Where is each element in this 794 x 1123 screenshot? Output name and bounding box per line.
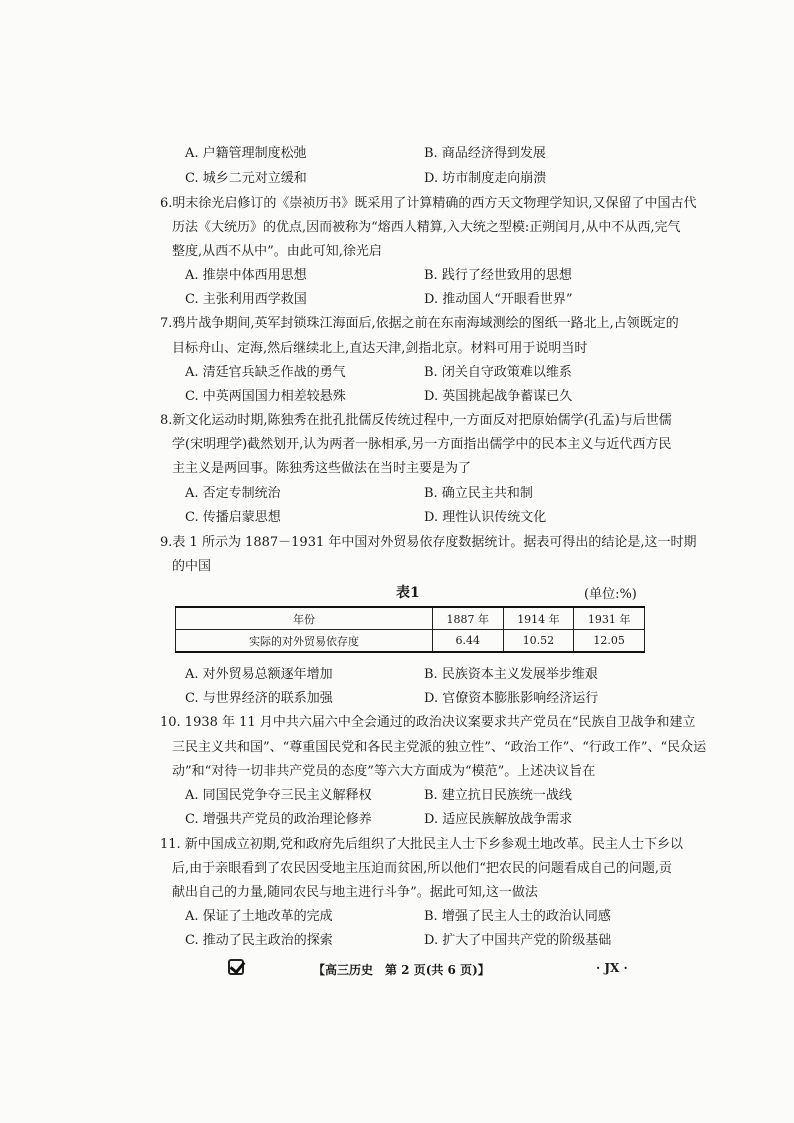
q11-option-b: B. 增强了民主人士的政治认同感 <box>424 909 611 924</box>
q5-option-b: B. 商品经济得到发展 <box>424 146 546 161</box>
q7-stem-line2: 目标舟山、定海,然后继续北上,直达天津,剑指北京。材料可用于说明当时 <box>172 341 588 356</box>
table-cell: 10.52 <box>503 630 574 653</box>
q11-stem-line3: 献出自己的力量,随同农民与地主进行斗争”。据此可知,这一做法 <box>172 885 538 900</box>
q8-option-a: A. 否定专制统治 <box>185 486 281 501</box>
q8-stem-line2: 学(宋明理学)截然划开,认为两者一脉相承,另一方面指出儒学中的民本主义与近代西方民 <box>172 437 672 452</box>
q6-option-a: A. 推崇中体西用思想 <box>185 268 307 283</box>
q10-option-b: B. 建立抗日民族统一战线 <box>424 788 572 803</box>
q9-option-d: D. 官僚资本膨胀影响经济运行 <box>424 691 599 706</box>
q5-option-d: D. 坊市制度走向崩溃 <box>424 171 547 186</box>
q11-stem-line1: 11. 新中国成立初期,党和政府先后组织了大批民主人士下乡参观土地改革。民主人士下乡以 <box>160 837 683 852</box>
q10-option-a: A. 同国民党争夺三民主义解释权 <box>185 788 372 803</box>
q9-option-c: C. 与世界经济的联系加强 <box>185 691 333 706</box>
q5-option-a: A. 户籍管理制度松弛 <box>185 146 307 161</box>
page-footer-title: 【高三历史 第 2 页(共 6 页)】 <box>313 963 490 977</box>
q6-option-d: D. 推动国人“开眼看世界” <box>424 292 573 307</box>
q6-option-b: B. 践行了经世致用的思想 <box>424 268 572 283</box>
q7-option-a: A. 清廷官兵缺乏作战的勇气 <box>185 365 346 380</box>
trade-dependency-table <box>175 606 645 653</box>
q10-stem-line1: 10. 1938 年 11 月中共六届六中全会通过的政治决议案要求共产党员在“民族自卫战争和建立 <box>160 715 696 730</box>
q9-option-a: A. 对外贸易总额逐年增加 <box>185 667 333 682</box>
q8-stem-line1: 8.新文化运动时期,陈独秀在批孔批儒反传统过程中,一方面反对把原始儒学(孔孟)与后世儒 <box>160 413 672 428</box>
q7-option-b: B. 闭关自守政策难以维系 <box>424 365 572 380</box>
q8-option-c: C. 传播启蒙思想 <box>185 510 281 525</box>
table-caption: 表1 <box>396 585 420 601</box>
q11-option-c: C. 推动了民主政治的探索 <box>185 933 333 948</box>
q10-stem-line3: 动”和“对待一切非共产党员的态度”等六大方面成为“模范”。上述决议旨在 <box>172 764 596 779</box>
q6-stem-line2: 历法《大统历》的优点,因而被称为“熔西人精算,入大统之型模:正朔闰月,从中不从西,完气 <box>172 220 681 235</box>
q7-option-d: D. 英国挑起战争蓄谋已久 <box>424 389 573 404</box>
q8-option-b: B. 确立民主共和制 <box>424 486 533 501</box>
q11-option-d: D. 扩大了中国共产党的阶级基础 <box>424 933 612 948</box>
q6-stem-line3: 整度,从西不从中”。由此可知,徐光启 <box>172 244 382 259</box>
q8-stem-line3: 主主义是两回事。陈独秀这些做法在当时主要是为了 <box>172 461 472 476</box>
table-cell: 12.05 <box>574 630 645 653</box>
q10-option-c: C. 增强共产党员的政治理论修养 <box>185 812 372 827</box>
q11-option-a: A. 保证了土地改革的完成 <box>185 909 333 924</box>
table-header-cell: 1914 年 <box>503 607 574 630</box>
table-header-row <box>176 607 645 630</box>
q11-stem-line2: 后,由于亲眼看到了农民因受地主压迫而贫困,所以他们“把农民的问题看成自己的问题,贡 <box>172 861 673 876</box>
table-cell: 实际的对外贸易依存度 <box>176 630 433 653</box>
q6-stem-line1: 6.明末徐光启修订的《崇祯历书》既采用了计算精确的西方天文物理学知识,又保留了中国古代 <box>160 196 697 211</box>
q5-option-c: C. 城乡二元对立缓和 <box>185 171 307 186</box>
q6-option-c: C. 主张利用西学救国 <box>185 292 307 307</box>
table-unit: (单位:%) <box>584 587 637 602</box>
page-footer-code: · JX · <box>596 961 628 975</box>
q7-stem-line1: 7.鸦片战争期间,英军封锁珠江海面后,依据之前在东南海域测绘的图纸一路北上,占领既定的 <box>160 316 679 331</box>
q10-option-d: D. 适应民族解放战争需求 <box>424 812 573 827</box>
checkbox-logo-icon <box>228 959 244 975</box>
q10-stem-line2: 三民主义共和国”、“尊重国民党和各民主党派的独立性”、“政治工作”、“行政工作”、“民众运 <box>172 740 707 755</box>
q7-option-c: C. 中英两国国力相差较悬殊 <box>185 389 346 404</box>
q9-stem-line2: 的中国 <box>172 559 212 574</box>
table-header-cell: 1931 年 <box>574 607 645 630</box>
q9-option-b: B. 民族资本主义发展举步维艰 <box>424 667 598 682</box>
table-row <box>176 630 645 653</box>
table-cell: 6.44 <box>432 630 503 653</box>
table-header-cell: 年份 <box>176 607 433 630</box>
q8-option-d: D. 理性认识传统文化 <box>424 510 547 525</box>
table-header-cell: 1887 年 <box>432 607 503 630</box>
q9-stem-line1: 9.表 1 所示为 1887－1931 年中国对外贸易依存度数据统计。据表可得出的结论是,这一时期 <box>160 535 697 550</box>
